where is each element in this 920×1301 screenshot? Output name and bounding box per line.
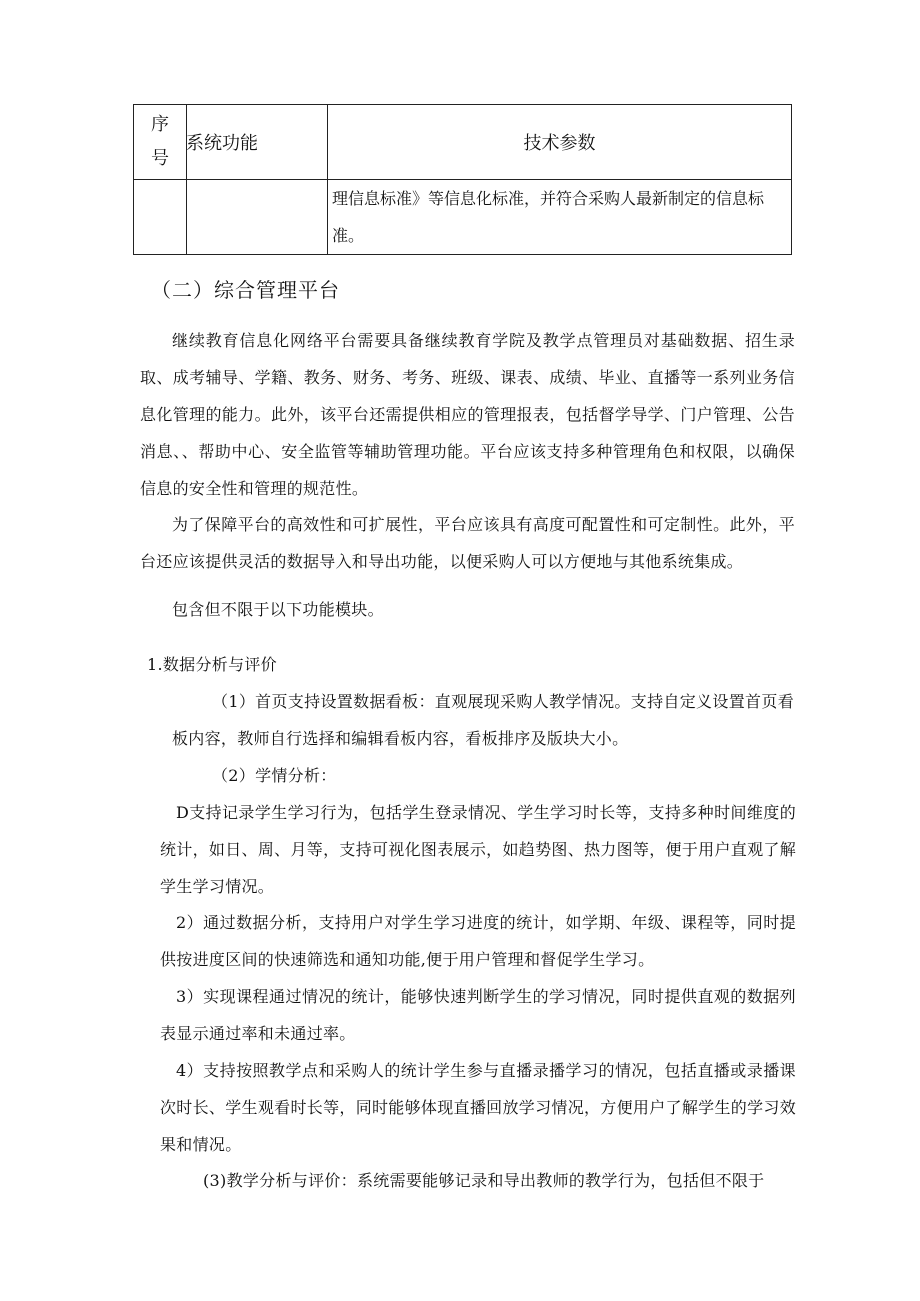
row-system-function (187, 180, 328, 255)
header-system-function: 系统功能 (187, 105, 328, 180)
table-header-row (134, 105, 792, 180)
heading-data-analysis: 1.数据分析与评价 (147, 655, 277, 674)
paragraph-teaching-analysis: (3)教学分析与评价：系统需要能够记录和导出教师的教学行为，包括但不限于 (203, 1171, 765, 1190)
row-serial-number (134, 180, 187, 255)
section-title: （二）综合管理平台 (151, 278, 340, 302)
paragraph-live-stats: 4）支持按照教学点和采购人的统计学生参与直播录播学习的情况，包括直播或录播课次时长、学生观看时长等，同时能够体现直播回放学习情况，方便用户了解学生的学习效果和情况。 (160, 1061, 796, 1154)
spec-table (133, 104, 792, 255)
paragraph-scalability: 为了保障平台的高效性和可扩展性，平台应该具有高度可配置性和可定制性。此外，平台还应该提供灵活的数据导入和导出功能，以便采购人可以方便地与其他系统集成。 (140, 515, 795, 571)
heading-learning-analysis: （2）学情分析： (212, 766, 337, 785)
header-technical-params: 技术参数 (328, 105, 792, 180)
paragraph-progress-stats: 2）通过数据分析，支持用户对学生学习进度的统计，如学期、年级、课程等，同时提供按进度区间的快速筛选和通知功能,便于用户管理和督促学生学习。 (160, 913, 796, 969)
table-row (134, 180, 792, 255)
paragraph-intro: 继续教育信息化网络平台需要具备继续教育学院及教学点管理员对基础数据、招生录取、成考辅导、学籍、教务、财务、考务、班级、课表、成绩、毕业、直播等一系列业务信息化管理的能力。此外，该平台还需提供相应的管理报表，包括督学导学、门户管理、公告消息、、帮助中心、安全监管等辅助管理功能。平台应该支持多种管理角色和权限，以确保信息的安全性和管理的规范性。 (140, 331, 795, 498)
paragraph-course-pass: 3）实现课程通过情况的统计，能够快速判断学生的学习情况，同时提供直观的数据列表显示通过率和未通过率。 (160, 987, 796, 1043)
paragraph-dashboard: （1）首页支持设置数据看板：直观展现采购人教学情况。支持自定义设置首页看板内容，教师自行选择和编辑看板内容，看板排序及版块大小。 (172, 692, 794, 748)
row-technical-params: 理信息标准》等信息化标准，并符合采购人最新制定的信息标准。 (328, 180, 792, 255)
header-serial-number: 序号 (134, 105, 187, 180)
paragraph-modules-intro: 包含但不限于以下功能模块。 (172, 600, 384, 619)
paragraph-learning-behavior: D支持记录学生学习行为，包括学生登录情况、学生学习时长等，支持多种时间维度的统计，如日、周、月等，支持可视化图表展示，如趋势图、热力图等，便于用户直观了解学生学习情况。 (160, 803, 796, 896)
